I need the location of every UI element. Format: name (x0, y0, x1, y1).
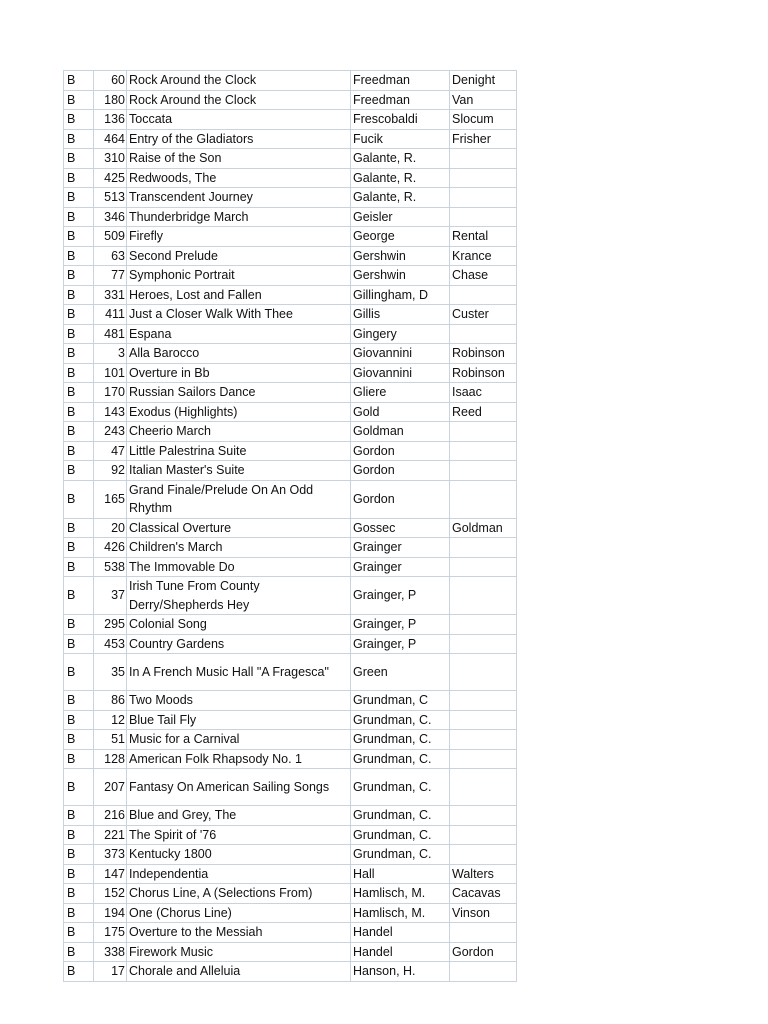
title-cell: Raise of the Son (127, 149, 351, 169)
table-row (64, 480, 517, 518)
composer-cell: Grundman, C (351, 691, 450, 711)
table-row (64, 654, 517, 691)
catalog-number-cell: 60 (94, 71, 127, 91)
catalog-number-cell: 152 (94, 884, 127, 904)
category-cell: B (64, 227, 94, 247)
composer-cell: Fucik (351, 129, 450, 149)
table-row (64, 285, 517, 305)
table-row (64, 363, 517, 383)
title-cell: Heroes, Lost and Fallen (127, 285, 351, 305)
arranger-cell: Reed (450, 402, 517, 422)
arranger-cell (450, 691, 517, 711)
composer-cell: Gordon (351, 461, 450, 481)
composer-cell: Gershwin (351, 246, 450, 266)
category-cell: B (64, 749, 94, 769)
catalog-number-cell: 147 (94, 864, 127, 884)
composer-cell: Frescobaldi (351, 110, 450, 130)
composer-cell: Grainger, P (351, 634, 450, 654)
category-cell: B (64, 402, 94, 422)
arranger-cell (450, 168, 517, 188)
composer-cell: Gliere (351, 383, 450, 403)
title-cell: Irish Tune From County Derry/Shepherds Hey (127, 577, 351, 615)
table-row (64, 884, 517, 904)
title-cell: Second Prelude (127, 246, 351, 266)
title-cell: Grand Finale/Prelude On An Odd Rhythm (127, 480, 351, 518)
catalog-number-cell: 216 (94, 806, 127, 826)
arranger-cell: Krance (450, 246, 517, 266)
composer-cell: Hanson, H. (351, 962, 450, 982)
table-row (64, 538, 517, 558)
catalog-number-cell: 346 (94, 207, 127, 227)
composer-cell: Gillingham, D (351, 285, 450, 305)
arranger-cell (450, 149, 517, 169)
table-row (64, 71, 517, 91)
arranger-cell: Walters (450, 864, 517, 884)
table-row (64, 691, 517, 711)
title-cell: Thunderbridge March (127, 207, 351, 227)
arranger-cell (450, 769, 517, 806)
arranger-cell (450, 422, 517, 442)
title-cell: Chorale and Alleluia (127, 962, 351, 982)
arranger-cell: Isaac (450, 383, 517, 403)
arranger-cell: Slocum (450, 110, 517, 130)
arranger-cell: Robinson (450, 363, 517, 383)
arranger-cell (450, 557, 517, 577)
title-cell: The Immovable Do (127, 557, 351, 577)
table-row (64, 305, 517, 325)
title-cell: Italian Master's Suite (127, 461, 351, 481)
title-cell: Fantasy On American Sailing Songs (127, 769, 351, 806)
table-row (64, 90, 517, 110)
composer-cell: Grundman, C. (351, 749, 450, 769)
catalog-number-cell: 538 (94, 557, 127, 577)
table-row (64, 634, 517, 654)
music-catalog-table (63, 70, 517, 982)
table-row (64, 615, 517, 635)
table-row (64, 557, 517, 577)
table-row (64, 383, 517, 403)
title-cell: Chorus Line, A (Selections From) (127, 884, 351, 904)
category-cell: B (64, 90, 94, 110)
catalog-number-cell: 51 (94, 730, 127, 750)
title-cell: Cheerio March (127, 422, 351, 442)
table-row (64, 246, 517, 266)
category-cell: B (64, 518, 94, 538)
composer-cell: Handel (351, 923, 450, 943)
title-cell: Entry of the Gladiators (127, 129, 351, 149)
table-row (64, 207, 517, 227)
table-row (64, 903, 517, 923)
composer-cell: Gingery (351, 324, 450, 344)
title-cell: Exodus (Highlights) (127, 402, 351, 422)
category-cell: B (64, 923, 94, 943)
category-cell: B (64, 305, 94, 325)
composer-cell: Hall (351, 864, 450, 884)
table-row (64, 864, 517, 884)
category-cell: B (64, 903, 94, 923)
category-cell: B (64, 285, 94, 305)
catalog-number-cell: 207 (94, 769, 127, 806)
category-cell: B (64, 480, 94, 518)
category-cell: B (64, 806, 94, 826)
title-cell: Little Palestrina Suite (127, 441, 351, 461)
arranger-cell (450, 923, 517, 943)
catalog-number-cell: 3 (94, 344, 127, 364)
table-row (64, 110, 517, 130)
category-cell: B (64, 441, 94, 461)
catalog-number-cell: 425 (94, 168, 127, 188)
category-cell: B (64, 845, 94, 865)
category-cell: B (64, 615, 94, 635)
table-row (64, 188, 517, 208)
table-row (64, 441, 517, 461)
catalog-number-cell: 331 (94, 285, 127, 305)
category-cell: B (64, 864, 94, 884)
table-row (64, 227, 517, 247)
arranger-cell (450, 806, 517, 826)
category-cell: B (64, 324, 94, 344)
composer-cell: Grundman, C. (351, 710, 450, 730)
arranger-cell: Gordon (450, 942, 517, 962)
category-cell: B (64, 557, 94, 577)
catalog-number-cell: 295 (94, 615, 127, 635)
category-cell: B (64, 422, 94, 442)
category-cell: B (64, 383, 94, 403)
composer-cell: Galante, R. (351, 188, 450, 208)
category-cell: B (64, 884, 94, 904)
arranger-cell (450, 710, 517, 730)
catalog-number-cell: 20 (94, 518, 127, 538)
category-cell: B (64, 129, 94, 149)
arranger-cell (450, 825, 517, 845)
category-cell: B (64, 730, 94, 750)
title-cell: Russian Sailors Dance (127, 383, 351, 403)
arranger-cell (450, 845, 517, 865)
title-cell: Transcendent Journey (127, 188, 351, 208)
composer-cell: Grainger (351, 557, 450, 577)
catalog-number-cell: 453 (94, 634, 127, 654)
catalog-number-cell: 411 (94, 305, 127, 325)
category-cell: B (64, 962, 94, 982)
composer-cell: Galante, R. (351, 168, 450, 188)
category-cell: B (64, 363, 94, 383)
composer-cell: Gordon (351, 441, 450, 461)
title-cell: Colonial Song (127, 615, 351, 635)
table-row (64, 749, 517, 769)
category-cell: B (64, 71, 94, 91)
title-cell: Redwoods, The (127, 168, 351, 188)
table-row (64, 577, 517, 615)
table-row (64, 769, 517, 806)
composer-cell: Gillis (351, 305, 450, 325)
category-cell: B (64, 110, 94, 130)
arranger-cell: Van (450, 90, 517, 110)
category-cell: B (64, 654, 94, 691)
arranger-cell (450, 441, 517, 461)
arranger-cell (450, 749, 517, 769)
composer-cell: Geisler (351, 207, 450, 227)
table-row (64, 324, 517, 344)
title-cell: Just a Closer Walk With Thee (127, 305, 351, 325)
table-row (64, 149, 517, 169)
composer-cell: Giovannini (351, 344, 450, 364)
catalog-number-cell: 513 (94, 188, 127, 208)
composer-cell: Grundman, C. (351, 730, 450, 750)
composer-cell: Grundman, C. (351, 845, 450, 865)
category-cell: B (64, 825, 94, 845)
catalog-number-cell: 92 (94, 461, 127, 481)
arranger-cell (450, 324, 517, 344)
catalog-number-cell: 101 (94, 363, 127, 383)
composer-cell: Grundman, C. (351, 769, 450, 806)
table-row (64, 129, 517, 149)
title-cell: Symphonic Portrait (127, 266, 351, 286)
catalog-number-cell: 77 (94, 266, 127, 286)
composer-cell: Grundman, C. (351, 825, 450, 845)
title-cell: Blue Tail Fly (127, 710, 351, 730)
composer-cell: Giovannini (351, 363, 450, 383)
composer-cell: Gossec (351, 518, 450, 538)
arranger-cell: Frisher (450, 129, 517, 149)
catalog-number-cell: 17 (94, 962, 127, 982)
arranger-cell (450, 461, 517, 481)
category-cell: B (64, 207, 94, 227)
title-cell: Espana (127, 324, 351, 344)
category-cell: B (64, 149, 94, 169)
catalog-number-cell: 86 (94, 691, 127, 711)
table-row (64, 518, 517, 538)
composer-cell: Grainger, P (351, 577, 450, 615)
arranger-cell: Custer (450, 305, 517, 325)
composer-cell: Grundman, C. (351, 806, 450, 826)
category-cell: B (64, 634, 94, 654)
arranger-cell (450, 480, 517, 518)
composer-cell: Galante, R. (351, 149, 450, 169)
composer-cell: Hamlisch, M. (351, 903, 450, 923)
catalog-number-cell: 35 (94, 654, 127, 691)
catalog-number-cell: 128 (94, 749, 127, 769)
table-row (64, 923, 517, 943)
catalog-number-cell: 47 (94, 441, 127, 461)
title-cell: Children's March (127, 538, 351, 558)
title-cell: Country Gardens (127, 634, 351, 654)
catalog-number-cell: 481 (94, 324, 127, 344)
catalog-number-cell: 243 (94, 422, 127, 442)
title-cell: In A French Music Hall "A Fragesca" (127, 654, 351, 691)
composer-cell: Gordon (351, 480, 450, 518)
arranger-cell: Robinson (450, 344, 517, 364)
arranger-cell (450, 962, 517, 982)
arranger-cell: Goldman (450, 518, 517, 538)
title-cell: Firefly (127, 227, 351, 247)
title-cell: Classical Overture (127, 518, 351, 538)
arranger-cell (450, 188, 517, 208)
category-cell: B (64, 461, 94, 481)
catalog-number-cell: 165 (94, 480, 127, 518)
arranger-cell: Chase (450, 266, 517, 286)
arranger-cell (450, 577, 517, 615)
category-cell: B (64, 246, 94, 266)
title-cell: Rock Around the Clock (127, 71, 351, 91)
title-cell: Music for a Carnival (127, 730, 351, 750)
composer-cell: Hamlisch, M. (351, 884, 450, 904)
title-cell: Independentia (127, 864, 351, 884)
category-cell: B (64, 266, 94, 286)
table-row (64, 266, 517, 286)
arranger-cell (450, 634, 517, 654)
arranger-cell (450, 654, 517, 691)
catalog-number-cell: 310 (94, 149, 127, 169)
catalog-number-cell: 509 (94, 227, 127, 247)
category-cell: B (64, 691, 94, 711)
category-cell: B (64, 577, 94, 615)
catalog-number-cell: 221 (94, 825, 127, 845)
table-row (64, 461, 517, 481)
catalog-number-cell: 12 (94, 710, 127, 730)
category-cell: B (64, 538, 94, 558)
category-cell: B (64, 942, 94, 962)
catalog-number-cell: 63 (94, 246, 127, 266)
table-row (64, 422, 517, 442)
composer-cell: Goldman (351, 422, 450, 442)
composer-cell: George (351, 227, 450, 247)
table-row (64, 962, 517, 982)
composer-cell: Grainger, P (351, 615, 450, 635)
table-row (64, 806, 517, 826)
catalog-number-cell: 373 (94, 845, 127, 865)
table-row (64, 942, 517, 962)
category-cell: B (64, 710, 94, 730)
title-cell: American Folk Rhapsody No. 1 (127, 749, 351, 769)
catalog-number-cell: 180 (94, 90, 127, 110)
title-cell: Kentucky 1800 (127, 845, 351, 865)
arranger-cell: Cacavas (450, 884, 517, 904)
category-cell: B (64, 188, 94, 208)
title-cell: Two Moods (127, 691, 351, 711)
catalog-number-cell: 136 (94, 110, 127, 130)
composer-cell: Gershwin (351, 266, 450, 286)
title-cell: Alla Barocco (127, 344, 351, 364)
catalog-number-cell: 338 (94, 942, 127, 962)
table-row (64, 845, 517, 865)
arranger-cell (450, 615, 517, 635)
title-cell: One (Chorus Line) (127, 903, 351, 923)
catalog-number-cell: 194 (94, 903, 127, 923)
title-cell: Firework Music (127, 942, 351, 962)
title-cell: Blue and Grey, The (127, 806, 351, 826)
catalog-number-cell: 143 (94, 402, 127, 422)
title-cell: Overture to the Messiah (127, 923, 351, 943)
table-row (64, 825, 517, 845)
table-row (64, 168, 517, 188)
table-row (64, 710, 517, 730)
arranger-cell (450, 538, 517, 558)
catalog-number-cell: 175 (94, 923, 127, 943)
table-row (64, 730, 517, 750)
composer-cell: Green (351, 654, 450, 691)
arranger-cell: Denight (450, 71, 517, 91)
composer-cell: Gold (351, 402, 450, 422)
table-body (64, 71, 517, 982)
category-cell: B (64, 344, 94, 364)
catalog-number-cell: 37 (94, 577, 127, 615)
composer-cell: Grainger (351, 538, 450, 558)
table-row (64, 344, 517, 364)
title-cell: Toccata (127, 110, 351, 130)
catalog-number-cell: 464 (94, 129, 127, 149)
composer-cell: Freedman (351, 90, 450, 110)
composer-cell: Freedman (351, 71, 450, 91)
arranger-cell (450, 207, 517, 227)
table-row (64, 402, 517, 422)
arranger-cell: Rental (450, 227, 517, 247)
catalog-number-cell: 426 (94, 538, 127, 558)
title-cell: Rock Around the Clock (127, 90, 351, 110)
category-cell: B (64, 168, 94, 188)
arranger-cell (450, 730, 517, 750)
title-cell: Overture in Bb (127, 363, 351, 383)
composer-cell: Handel (351, 942, 450, 962)
title-cell: The Spirit of '76 (127, 825, 351, 845)
arranger-cell: Vinson (450, 903, 517, 923)
arranger-cell (450, 285, 517, 305)
category-cell: B (64, 769, 94, 806)
catalog-number-cell: 170 (94, 383, 127, 403)
